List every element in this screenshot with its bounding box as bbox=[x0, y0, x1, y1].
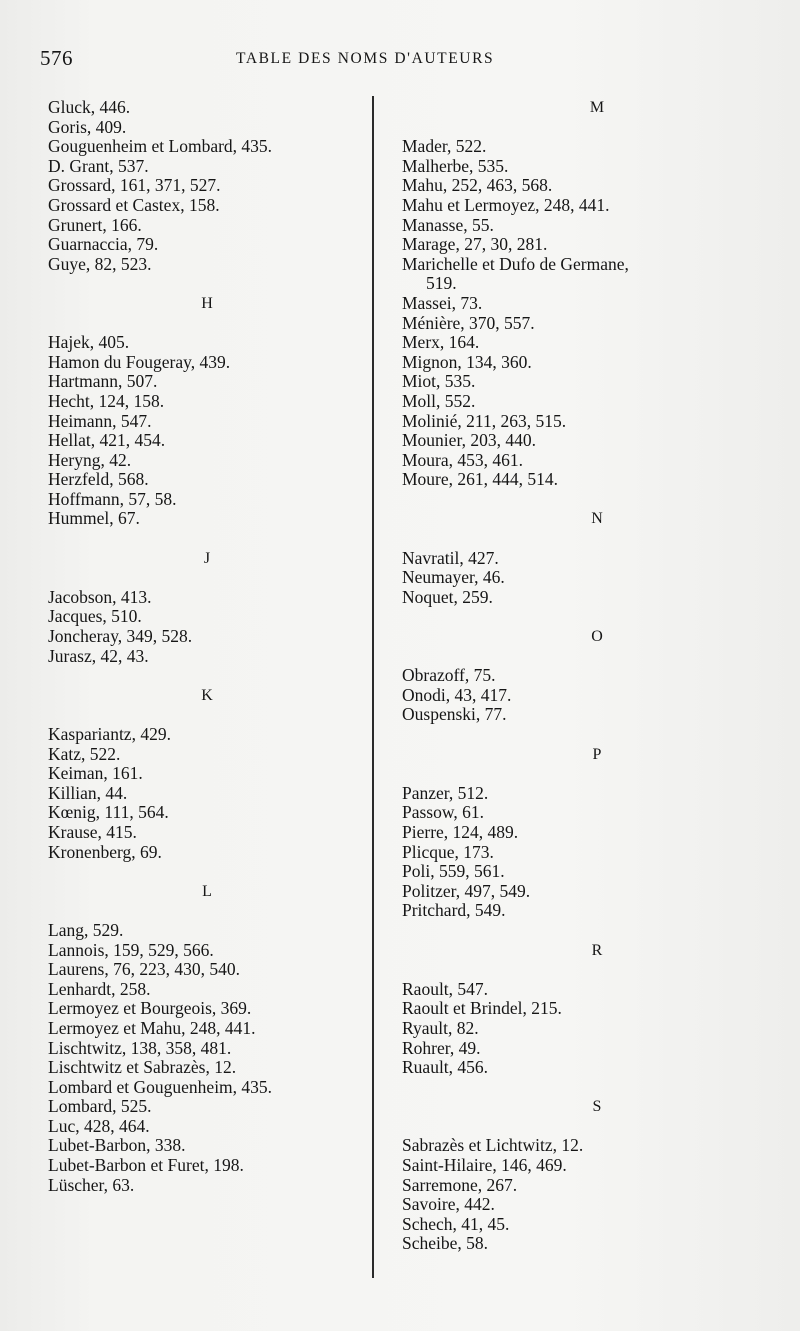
index-entry: Savoire, 442. bbox=[402, 1194, 495, 1215]
index-entry: Malherbe, 535. bbox=[402, 155, 509, 176]
running-title: TABLE DES NOMS D'AUTEURS bbox=[236, 50, 495, 67]
index-entry: Onodi, 43, 417. bbox=[402, 684, 512, 705]
index-entry: Hummel, 67. bbox=[48, 508, 140, 529]
index-entry: Guarnaccia, 79. bbox=[48, 234, 159, 255]
index-entry: Gouguenheim et Lombard, 435. bbox=[48, 136, 273, 157]
index-entry: Grossard, 161, 371, 527. bbox=[48, 175, 221, 196]
index-entry: Heryng, 42. bbox=[48, 449, 132, 470]
index-entry: Jacobson, 413. bbox=[48, 586, 152, 607]
index-entry: Lombard, 525. bbox=[48, 1096, 152, 1117]
index-entry: Mahu, 252, 463, 568. bbox=[402, 175, 553, 196]
index-entry: Lannois, 159, 529, 566. bbox=[48, 939, 214, 960]
index-entry: Hellat, 421, 454. bbox=[48, 430, 166, 451]
index-entry: Massei, 73. bbox=[402, 292, 483, 313]
spacer bbox=[48, 901, 366, 921]
spacer bbox=[48, 314, 366, 334]
index-entry: Goris, 409. bbox=[48, 116, 127, 137]
index-entry: Herzfeld, 568. bbox=[48, 469, 149, 490]
index-entry: Killian, 44. bbox=[48, 782, 128, 803]
section-letter-heading: O bbox=[591, 628, 603, 646]
index-entry: Rohrer, 49. bbox=[402, 1037, 481, 1058]
index-entry-continuation: 519. bbox=[426, 273, 457, 294]
section-letter-heading: H bbox=[201, 294, 213, 312]
index-entry: Grunert, 166. bbox=[48, 214, 142, 235]
section-letter-heading: N bbox=[591, 510, 603, 528]
spacer bbox=[48, 705, 366, 725]
index-entry: Kaspariantz, 429. bbox=[48, 724, 171, 744]
index-entry: Saint-Hilaire, 146, 469. bbox=[402, 1155, 567, 1176]
spacer bbox=[48, 568, 366, 588]
index-entry: Lang, 529. bbox=[48, 919, 124, 940]
index-entry: Ménière, 370, 557. bbox=[402, 312, 535, 333]
index-entry: Mignon, 134, 360. bbox=[402, 351, 532, 372]
column-divider bbox=[372, 96, 374, 1278]
index-entry: Pierre, 124, 489. bbox=[402, 821, 519, 842]
right-index-column bbox=[402, 98, 792, 1254]
index-entry: Miot, 535. bbox=[402, 371, 476, 392]
spacer bbox=[402, 764, 792, 784]
index-entry: Guye, 82, 523. bbox=[48, 253, 152, 274]
index-entry: Merx, 164. bbox=[402, 332, 480, 353]
left-index-column bbox=[48, 98, 366, 1195]
index-entry: Manasse, 55. bbox=[402, 214, 494, 235]
spacer bbox=[48, 529, 366, 549]
index-entry: Schech, 41, 45. bbox=[402, 1213, 510, 1234]
index-entry: Lermoyez et Bourgeois, 369. bbox=[48, 998, 252, 1019]
index-entry: Sabrazès et Lichtwitz, 12. bbox=[402, 1135, 584, 1156]
index-entry: Kronenberg, 69. bbox=[48, 841, 162, 862]
index-entry: Raoult, 547. bbox=[402, 978, 489, 999]
index-entry: Hoffmann, 57, 58. bbox=[48, 488, 177, 509]
index-entry: Laurens, 76, 223, 430, 540. bbox=[48, 959, 240, 980]
index-entry: Poli, 559, 561. bbox=[402, 861, 505, 882]
section-letter-heading: J bbox=[203, 549, 211, 567]
index-entry: Plicque, 173. bbox=[402, 841, 494, 862]
index-entry: Lüscher, 63. bbox=[48, 1174, 135, 1195]
index-entry: Lubet-Barbon et Furet, 198. bbox=[48, 1155, 244, 1176]
index-entry: Politzer, 497, 549. bbox=[402, 880, 531, 901]
spacer bbox=[402, 1078, 792, 1098]
index-entry: Moure, 261, 444, 514. bbox=[402, 469, 559, 490]
index-entry: Marichelle et Dufo de Germane, bbox=[402, 253, 629, 274]
spacer bbox=[402, 647, 792, 667]
spacer bbox=[402, 607, 792, 627]
section-letter-heading: K bbox=[201, 686, 213, 704]
index-entry: Katz, 522. bbox=[48, 743, 121, 764]
index-entry: Hartmann, 507. bbox=[48, 371, 158, 392]
index-entry: Hecht, 124, 158. bbox=[48, 390, 165, 411]
index-entry: Lubet-Barbon, 338. bbox=[48, 1135, 186, 1156]
page-header bbox=[0, 46, 800, 76]
index-entry: Pritchard, 549. bbox=[402, 900, 506, 921]
spacer bbox=[402, 960, 792, 980]
section-letter-heading: R bbox=[591, 941, 603, 959]
index-entry: Lischtwitz, 138, 358, 481. bbox=[48, 1037, 232, 1058]
index-entry: Hamon du Fougeray, 439. bbox=[48, 351, 231, 372]
index-entry: Lombard et Gouguenheim, 435. bbox=[48, 1076, 273, 1097]
spacer bbox=[48, 862, 366, 882]
index-entry: Lermoyez et Mahu, 248, 441. bbox=[48, 1017, 256, 1038]
spacer bbox=[48, 666, 366, 686]
index-entry: Passow, 61. bbox=[402, 802, 484, 823]
section-letter-heading: M bbox=[589, 99, 605, 116]
index-entry: Jurasz, 42, 43. bbox=[48, 645, 149, 666]
index-entry: Noquet, 259. bbox=[402, 586, 493, 607]
index-entry: Ruault, 456. bbox=[402, 1057, 489, 1078]
index-entry: Ouspenski, 77. bbox=[402, 704, 507, 725]
index-entry: Mahu et Lermoyez, 248, 441. bbox=[402, 194, 610, 215]
index-entry: Moura, 453, 461. bbox=[402, 449, 524, 470]
index-entry: Scheibe, 58. bbox=[402, 1233, 489, 1254]
index-entry: Sarremone, 267. bbox=[402, 1174, 518, 1195]
index-entry: Navratil, 427. bbox=[402, 547, 499, 568]
index-entry: Gluck, 446. bbox=[48, 97, 131, 117]
index-entry: Lenhardt, 258. bbox=[48, 978, 151, 999]
index-entry: D. Grant, 537. bbox=[48, 155, 149, 176]
index-entry: Moll, 552. bbox=[402, 390, 476, 411]
index-entry: Luc, 428, 464. bbox=[48, 1115, 150, 1136]
index-entry: Panzer, 512. bbox=[402, 782, 489, 803]
section-letter-heading: P bbox=[592, 745, 602, 763]
spacer bbox=[402, 1117, 792, 1137]
index-entry: Lischtwitz et Sabrazès, 12. bbox=[48, 1057, 237, 1078]
index-entry: Molinié, 211, 263, 515. bbox=[402, 410, 567, 431]
index-entry: Heimann, 547. bbox=[48, 410, 152, 431]
index-entry: Neumayer, 46. bbox=[402, 567, 505, 588]
spacer bbox=[402, 725, 792, 745]
index-entry: Jacques, 510. bbox=[48, 606, 142, 627]
index-entry: Hajek, 405. bbox=[48, 332, 130, 353]
index-entry: Keiman, 161. bbox=[48, 763, 143, 784]
spacer bbox=[402, 529, 792, 549]
spacer bbox=[402, 921, 792, 941]
spacer bbox=[48, 274, 366, 294]
index-entry: Obrazoff, 75. bbox=[402, 665, 496, 686]
section-letter-heading: S bbox=[592, 1098, 602, 1116]
index-entry: Krause, 415. bbox=[48, 821, 137, 842]
spacer bbox=[402, 490, 792, 510]
index-entry: Ryault, 82. bbox=[402, 1017, 479, 1038]
spacer bbox=[402, 118, 792, 138]
index-entry: Marage, 27, 30, 281. bbox=[402, 234, 548, 255]
index-entry: Mader, 522. bbox=[402, 136, 487, 157]
index-entry: Kœnig, 111, 564. bbox=[48, 802, 169, 823]
index-entry: Grossard et Castex, 158. bbox=[48, 194, 220, 215]
index-entry: Raoult et Brindel, 215. bbox=[402, 998, 562, 1019]
page-number: 576 bbox=[40, 46, 73, 70]
section-letter-heading: L bbox=[202, 882, 212, 900]
index-entry: Mounier, 203, 440. bbox=[402, 430, 536, 451]
index-entry: Joncheray, 349, 528. bbox=[48, 626, 193, 647]
